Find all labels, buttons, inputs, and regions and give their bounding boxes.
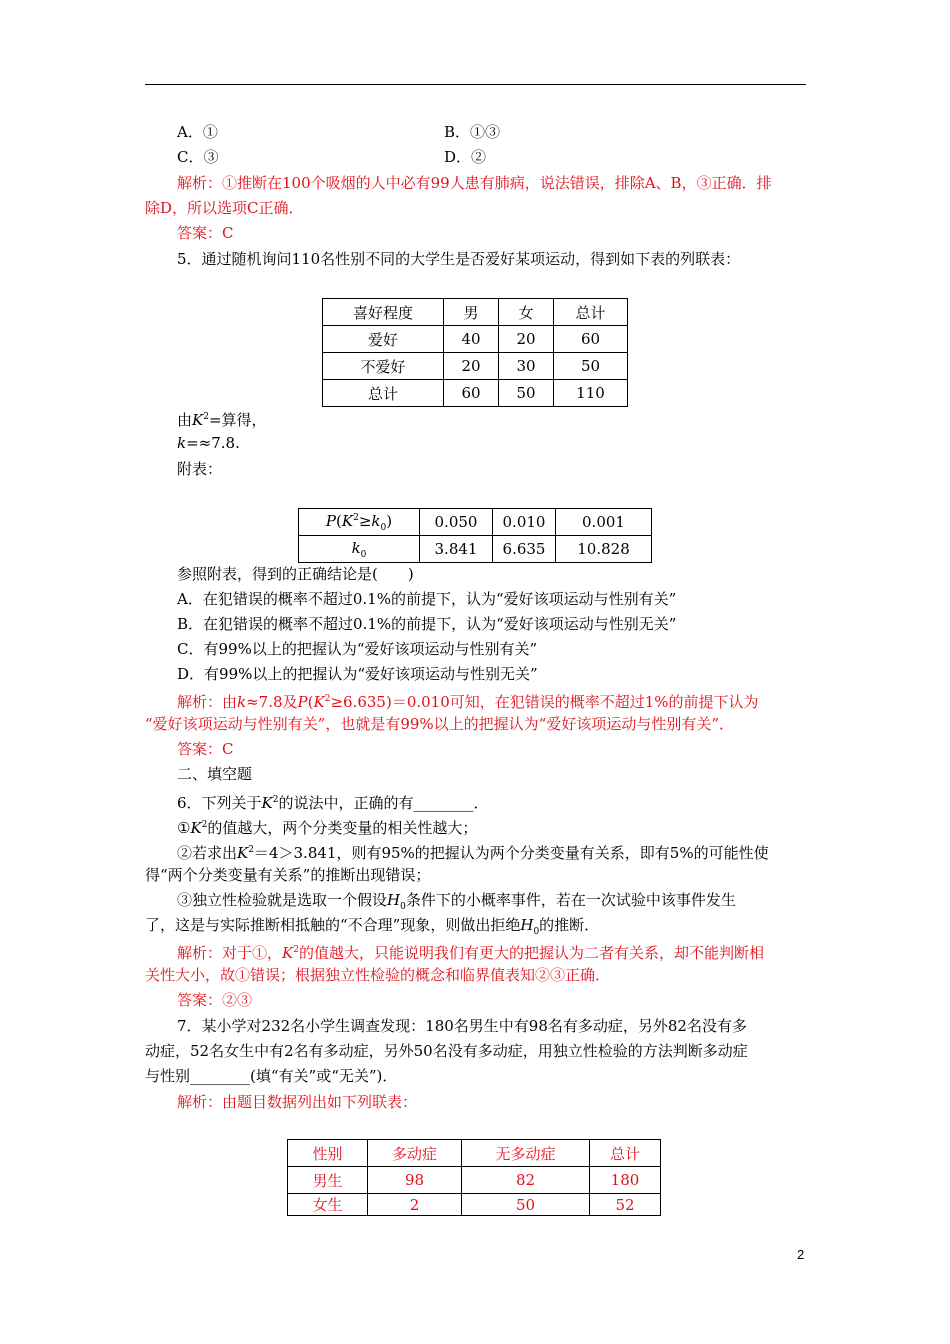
q6-answer-text: 答案：②③ [177,991,253,1009]
table-header-cell: 总计 [590,1140,661,1167]
math-var: K [192,411,204,429]
table-cell: 50 [554,353,628,380]
q5-option-c: C．有99%以上的把握认为“爱好该项运动与性别有关” [177,640,538,658]
math-var: K [282,944,294,962]
math-var: k [177,434,187,452]
table-cell: 0.050 [420,509,493,536]
math-var: K [237,844,249,862]
q4-analysis-line1: 解析：①推断在100个吸烟的人中必有99人患有肺病，说法错误，排除A、B，③正确．排 [177,174,772,192]
q4-option-d: D．② [444,148,487,166]
text-run: 条件下的小概率事件，若在一次试验中该事件发生 [405,891,736,909]
table-header-cell: 喜好程度 [323,299,444,326]
table-header-cell: 女 [499,299,554,326]
table-row [288,1167,661,1194]
math-var: k [237,693,247,711]
table-header-cell: 男 [444,299,499,326]
superscript: 2 [353,512,359,523]
page-number: 2 [797,1247,805,1262]
table-cell: 0.010 [493,509,556,536]
text-run: ) [386,511,393,530]
math-var: H [387,891,401,909]
math-var: K [261,794,273,812]
q6-statement-1 [177,814,477,839]
table-header-cell: 性别 [288,1140,368,1167]
text-run: ① [177,819,191,837]
q5-calc-line2 [177,432,240,454]
table-cell: 82 [462,1167,590,1194]
math-var: k [371,511,381,530]
q5-option-d: D．有99%以上的把握认为“爱好该项运动与性别无关” [177,665,538,683]
subscript: 0 [533,927,540,937]
table-cell: 男生 [288,1167,368,1194]
subscript: 0 [380,522,387,533]
q5-analysis-line1 [177,688,759,713]
math-var: K [190,819,202,837]
table-cell: 60 [554,326,628,353]
text-run: 由 [177,411,193,429]
math-var: K [341,511,354,530]
table-cell: 180 [590,1167,661,1194]
q5-ask: 参照附表，得到的正确结论是( ) [177,565,414,583]
q7-stem-line1: 7．某小学对232名小学生调查发现：180名男生中有98名有多动症，另外82名没有多 [177,1017,747,1035]
superscript: 2 [324,694,331,704]
q5-calc-line1 [177,406,267,431]
table-cell: 不爱好 [323,353,444,380]
table-cell: 总计 [323,380,444,407]
q5-appendix-label: 附表： [177,460,223,478]
q7-contingency-table [287,1139,661,1216]
text-run: 了，这是与实际推断相抵触的“不合理”现象，则做出拒绝 [145,916,521,934]
q6-statement-2-cont: 得“两个分类变量有关系”的推断出现错误； [145,866,431,884]
q4-option-c: C．③ [177,148,219,166]
table-row [288,1140,661,1167]
q6-stem [177,789,489,814]
table-cell: 爱好 [323,326,444,353]
table-row [323,326,628,353]
table-cell: 60 [444,380,499,407]
text-run: ＝4＞3.841，则有95%的把握认为两个分类变量有关系，即有5%的可能性使 [253,844,769,862]
table-row [323,380,628,407]
text-run: =≈7.8. [186,434,240,452]
q5-analysis-line2: “爱好该项运动与性别有关”，也就是有99%以上的把握认为“爱好该项运动与性别有关”． [145,715,735,733]
text-run: ②若求出 [177,844,238,862]
table-cell: 20 [499,326,554,353]
text-run: 解析：由 [177,693,238,711]
math-var: P [297,693,308,711]
table-cell: 52 [590,1194,661,1216]
q4-option-b: B．①③ [444,123,501,141]
table-cell: 30 [499,353,554,380]
q5-critical-value-table [298,508,652,563]
q6-statement-2 [177,839,769,864]
text-run: 的值越大，只能说明我们有更大的把握认为二者有关系，却不能判断相 [298,944,764,962]
q7-analysis: 解析：由题目数据列出如下列联表： [177,1093,418,1111]
q6-analysis-line2: 关性大小，故①错误；根据独立性检验的概念和临界值表知②③正确． [145,966,611,984]
q5-option-a: A．在犯错误的概率不超过0.1%的前提下，认为“爱好该项运动与性别有关” [177,590,677,608]
table-row [323,299,628,326]
table-header-cell: 总计 [554,299,628,326]
math-var: k [351,538,361,557]
table-header-cell: 无多动症 [462,1140,590,1167]
text-run: =算得， [208,411,267,429]
section-heading: 二、填空题 [177,765,253,783]
table-cell: 10.828 [556,536,652,563]
math-var: H [520,916,534,934]
text-run: ③独立性检验就是选取一个假设 [177,891,388,909]
table-header-cell: 多动症 [368,1140,462,1167]
superscript: 2 [203,412,209,422]
math-var: P [325,511,336,530]
table-cell: 110 [554,380,628,407]
q5-stem: 5．通过随机询问110名性别不同的大学生是否爱好某项运动，得到如下表的列联表： [177,250,741,268]
text-run: 的说法中，正确的有________． [278,794,489,812]
text-run: ( [307,693,314,711]
table-cell: 3.841 [420,536,493,563]
text-run: ≥6.635)＝0.010可知，在犯错误的概率不超过1%的前提下认为 [330,693,759,711]
superscript: 2 [272,795,279,805]
q7-stem-line2: 动症，52名女生中有2名有多动症，另外50名没有多动症，用独立性检验的方法判断多动症 [145,1042,748,1060]
q5-answer-text: 答案：C [177,740,234,758]
table-cell: 6.635 [493,536,556,563]
header-rule [145,84,806,85]
math-var: K [313,693,325,711]
superscript: 2 [201,820,208,830]
subscript: 0 [360,549,367,560]
table-cell: 2 [368,1194,462,1216]
text-run: 的推断． [539,916,600,934]
q7-stem-line3: 与性别________(填“有关”或“无关”)． [145,1067,398,1085]
q4-answer-text: 答案：C [177,224,234,242]
text-run: 解析：对于①， [177,944,283,962]
text-run: ≈7.8及 [246,693,298,711]
text-run: ( [336,511,342,530]
table-cell: 40 [444,326,499,353]
table-cell: 50 [462,1194,590,1216]
table-row [323,353,628,380]
text-run: 的值越大，两个分类变量的相关性越大； [207,819,478,837]
table-cell: 0.001 [556,509,652,536]
text-run: 6．下列关于 [177,794,262,812]
q4-option-a: A．① [177,123,218,141]
q6-analysis-line1 [177,939,764,964]
table-row [299,509,652,536]
q4-analysis-line2: 除D，所以选项C正确． [145,199,304,217]
q6-answer [177,989,252,1011]
subscript: 0 [400,902,406,912]
table-cell: 女生 [288,1194,368,1216]
superscript: 2 [293,945,299,955]
q5-answer [177,738,233,760]
q5-option-b: B．在犯错误的概率不超过0.1%的前提下，认为“爱好该项运动与性别无关” [177,615,677,633]
text-run: ≥ [358,511,372,530]
superscript: 2 [248,845,254,855]
table-header-cell [299,536,420,563]
table-row [288,1194,661,1216]
table-cell: 98 [368,1167,462,1194]
table-cell: 20 [444,353,499,380]
q4-answer [177,222,233,244]
table-header-cell [299,509,420,536]
q5-contingency-table [322,298,628,407]
table-row [299,536,652,563]
table-cell: 50 [499,380,554,407]
